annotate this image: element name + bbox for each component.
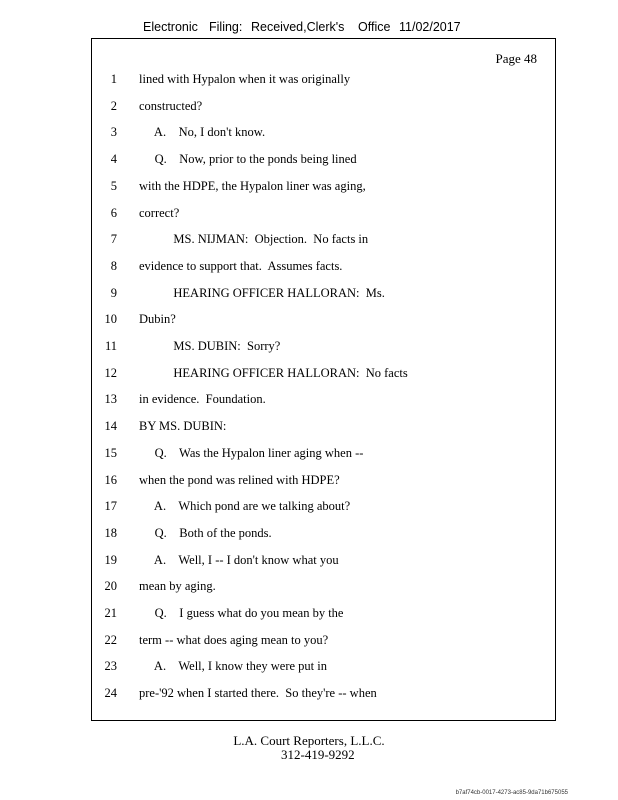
line-text: mean by aging. bbox=[139, 579, 216, 594]
transcript-line bbox=[92, 336, 555, 356]
line-number: 8 bbox=[110, 258, 117, 273]
line-text: Q. I guess what do you mean by the bbox=[139, 606, 344, 620]
transcript-line bbox=[92, 122, 555, 142]
line-text: Dubin? bbox=[139, 312, 176, 327]
line-number: 22 bbox=[104, 632, 117, 647]
line-number: 24 bbox=[104, 686, 117, 701]
line-number: 18 bbox=[104, 525, 117, 540]
transcript-line bbox=[92, 389, 555, 409]
transcript-line bbox=[92, 496, 555, 516]
line-number: 2 bbox=[110, 98, 117, 113]
line-text: term -- what does aging mean to you? bbox=[139, 632, 329, 647]
line-text: A. Which pond are we talking about? bbox=[139, 499, 351, 514]
transcript-line bbox=[92, 523, 555, 543]
line-text: A. No, I don't know. bbox=[139, 125, 266, 140]
line-text: when the pond was relined with HDPE? bbox=[139, 472, 340, 487]
line-number: 21 bbox=[104, 606, 117, 620]
transcript-line bbox=[92, 363, 555, 383]
line-text: MS. DUBIN: Sorry? bbox=[139, 339, 281, 353]
line-number: 7 bbox=[110, 232, 117, 247]
line-number: 20 bbox=[104, 579, 117, 594]
line-text: pre-'92 when I started there. So they're -- when bbox=[139, 686, 377, 701]
transcript-line bbox=[92, 656, 555, 676]
footer-phone: 312-419-9292 bbox=[281, 747, 355, 762]
line-text: BY MS. DUBIN: bbox=[139, 419, 227, 434]
line-number: 19 bbox=[104, 552, 117, 567]
line-text: Q. Was the Hypalon liner aging when -- bbox=[139, 445, 364, 460]
line-text: HEARING OFFICER HALLORAN: No facts bbox=[139, 365, 408, 380]
line-number: 3 bbox=[110, 125, 117, 140]
line-text: HEARING OFFICER HALLORAN: Ms. bbox=[139, 285, 385, 300]
line-number: 23 bbox=[104, 659, 117, 674]
line-text: A. Well, I -- I don't know what you bbox=[139, 552, 339, 567]
line-text: A. Well, I know they were put in bbox=[139, 659, 327, 674]
transcript-line bbox=[92, 603, 555, 623]
transcript-line bbox=[92, 683, 555, 703]
line-text: Q. Now, prior to the ponds being lined bbox=[139, 152, 357, 167]
filing-received: Received,Clerk's bbox=[251, 20, 345, 34]
transcript-line bbox=[92, 256, 555, 276]
transcript-line bbox=[92, 470, 555, 490]
transcript-line bbox=[92, 176, 555, 196]
line-number: 9 bbox=[110, 285, 117, 300]
transcript-line bbox=[92, 443, 555, 463]
line-text: in evidence. Foundation. bbox=[139, 392, 266, 407]
transcript-line bbox=[92, 630, 555, 650]
filing-date: 11/02/2017 bbox=[399, 20, 461, 34]
line-text: constructed? bbox=[139, 98, 203, 113]
transcript-line bbox=[92, 309, 555, 329]
line-number: 6 bbox=[110, 205, 117, 220]
transcript-line bbox=[92, 69, 555, 89]
line-number: 12 bbox=[104, 365, 117, 380]
line-number: 11 bbox=[104, 339, 117, 353]
footer-document-id: b7af74cb-0017-4273-ac85-9da71b675055 bbox=[455, 790, 568, 796]
line-number: 15 bbox=[104, 445, 117, 460]
transcript-line bbox=[92, 283, 555, 303]
line-text: evidence to support that. Assumes facts. bbox=[139, 258, 343, 273]
line-number: 17 bbox=[104, 499, 117, 514]
transcript-line bbox=[92, 576, 555, 596]
line-text: MS. NIJMAN: Objection. No facts in bbox=[139, 232, 369, 247]
transcript-line bbox=[92, 416, 555, 436]
line-number: 1 bbox=[110, 72, 117, 86]
footer-reporter: L.A. Court Reporters, L.L.C. bbox=[233, 733, 385, 748]
transcript-line bbox=[92, 229, 555, 249]
line-number: 4 bbox=[110, 152, 117, 167]
line-number: 10 bbox=[104, 312, 117, 327]
line-text: correct? bbox=[139, 205, 180, 220]
line-number: 5 bbox=[110, 178, 117, 193]
page-number: Page 48 bbox=[495, 51, 537, 66]
line-text: lined with Hypalon when it was originally bbox=[139, 72, 351, 86]
line-number: 16 bbox=[104, 472, 117, 487]
line-number: 13 bbox=[104, 392, 117, 407]
line-text: Q. Both of the ponds. bbox=[139, 525, 272, 540]
transcript-line bbox=[92, 96, 555, 116]
line-number: 14 bbox=[104, 419, 117, 434]
filing-electronic: Electronic bbox=[143, 20, 198, 34]
filing-label: Filing: bbox=[209, 20, 243, 34]
transcript-line bbox=[92, 550, 555, 570]
filing-office: Office bbox=[358, 20, 391, 34]
transcript-page bbox=[91, 38, 556, 721]
line-text: with the HDPE, the Hypalon liner was aging, bbox=[139, 178, 366, 193]
transcript-line bbox=[92, 203, 555, 223]
transcript-line bbox=[92, 149, 555, 169]
